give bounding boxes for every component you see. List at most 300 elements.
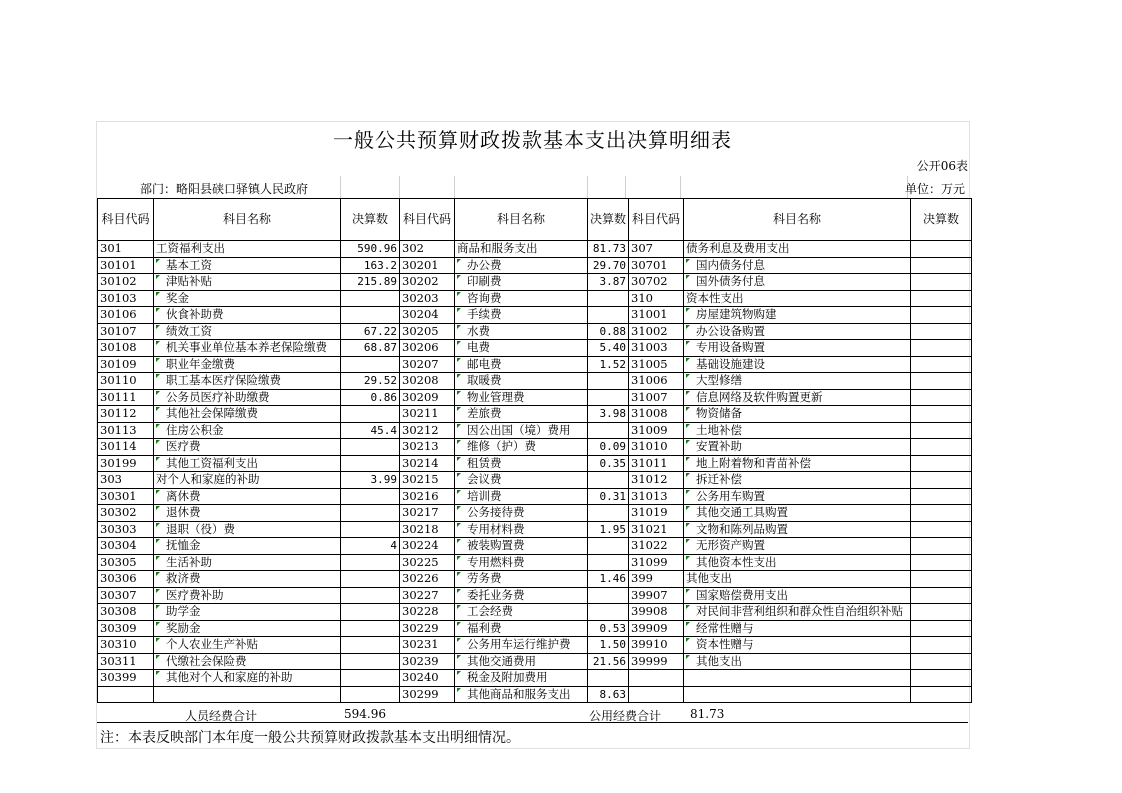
amount-cell [911, 340, 972, 357]
amount-cell [911, 521, 972, 538]
amount-cell: 81.73 [588, 241, 629, 258]
amount-cell: 1.95 [588, 521, 629, 538]
header-amount-3: 决算数 [911, 199, 972, 241]
code-cell: 31005 [629, 356, 684, 373]
name-cell: 物业管理费 [455, 389, 588, 406]
code-cell: 30109 [98, 356, 154, 373]
code-cell: 31009 [629, 422, 684, 439]
table-row [98, 637, 972, 654]
table-row [98, 455, 972, 472]
amount-cell: 4 [341, 538, 400, 555]
code-cell: 30301 [98, 488, 154, 505]
amount-cell [911, 554, 972, 571]
table-header-row [98, 199, 972, 241]
amount-cell [911, 538, 972, 555]
table-row [98, 554, 972, 571]
amount-cell [911, 323, 972, 340]
name-cell: 印刷费 [455, 274, 588, 291]
amount-cell [341, 604, 400, 621]
table-row [98, 257, 972, 274]
name-cell: 其他支出 [684, 571, 911, 588]
code-cell: 30217 [400, 505, 455, 522]
name-cell: 会议费 [455, 472, 588, 489]
name-cell: 职工基本医疗保险缴费 [154, 373, 341, 390]
amount-cell: 45.4 [341, 422, 400, 439]
amount-cell: 3.87 [588, 274, 629, 291]
name-cell: 办公设备购置 [684, 323, 911, 340]
code-cell: 31008 [629, 406, 684, 423]
department-label: 部门：略阳县硖口驿镇人民政府 [140, 182, 309, 196]
table-row [98, 488, 972, 505]
code-cell: 30107 [98, 323, 154, 340]
amount-cell [341, 587, 400, 604]
name-cell: 公务员医疗补助缴费 [154, 389, 341, 406]
code-cell: 30112 [98, 406, 154, 423]
amount-cell [911, 472, 972, 489]
amount-cell [341, 686, 400, 703]
code-cell: 30305 [98, 554, 154, 571]
code-cell: 31001 [629, 307, 684, 324]
name-cell: 邮电费 [455, 356, 588, 373]
code-cell: 31006 [629, 373, 684, 390]
amount-cell [341, 653, 400, 670]
amount-cell [588, 389, 629, 406]
code-cell: 31010 [629, 439, 684, 456]
name-cell: 对个人和家庭的补助 [154, 472, 341, 489]
name-cell: 绩效工资 [154, 323, 341, 340]
amount-cell [911, 307, 972, 324]
code-cell: 30102 [98, 274, 154, 291]
name-cell: 专用设备购置 [684, 340, 911, 357]
code-cell: 301 [98, 241, 154, 258]
name-cell: 办公费 [455, 257, 588, 274]
code-cell: 30214 [400, 455, 455, 472]
amount-cell: 29.52 [341, 373, 400, 390]
name-cell: 其他社会保障缴费 [154, 406, 341, 423]
code-cell: 30208 [400, 373, 455, 390]
amount-cell: 3.99 [341, 472, 400, 489]
code-cell: 30224 [400, 538, 455, 555]
code-cell: 31007 [629, 389, 684, 406]
name-cell: 其他交通费用 [455, 653, 588, 670]
amount-cell [588, 373, 629, 390]
expenditure-table [97, 198, 972, 703]
amount-cell [341, 439, 400, 456]
name-cell: 无形资产购置 [684, 538, 911, 555]
name-cell: 物资储备 [684, 406, 911, 423]
amount-cell [341, 521, 400, 538]
personnel-total-value: 594.96 [344, 707, 386, 721]
amount-cell: 1.52 [588, 356, 629, 373]
personnel-total-label: 人员经费合计 [185, 709, 258, 723]
code-cell: 30215 [400, 472, 455, 489]
name-cell: 税金及附加费用 [455, 670, 588, 687]
amount-cell [588, 290, 629, 307]
code-cell [629, 670, 684, 687]
code-cell: 31019 [629, 505, 684, 522]
name-cell [684, 670, 911, 687]
amount-cell [341, 637, 400, 654]
code-cell: 30309 [98, 620, 154, 637]
amount-cell [911, 686, 972, 703]
table-row [98, 422, 972, 439]
amount-cell [341, 488, 400, 505]
name-cell: 土地补偿 [684, 422, 911, 439]
header-name-1: 科目名称 [154, 199, 341, 241]
footnote: 注：本表反映部门本年度一般公共预算财政拨款基本支出明细情况。 [100, 730, 520, 746]
code-cell: 31099 [629, 554, 684, 571]
amount-cell [911, 274, 972, 291]
amount-cell [588, 472, 629, 489]
code-cell: 30228 [400, 604, 455, 621]
amount-cell [341, 571, 400, 588]
name-cell: 退休费 [154, 505, 341, 522]
table-row [98, 356, 972, 373]
code-cell: 30226 [400, 571, 455, 588]
code-cell: 30399 [98, 670, 154, 687]
amount-cell [588, 604, 629, 621]
name-cell: 租赁费 [455, 455, 588, 472]
name-cell: 劳务费 [455, 571, 588, 588]
code-cell: 31013 [629, 488, 684, 505]
amount-cell [341, 290, 400, 307]
header-amount-1: 决算数 [341, 199, 400, 241]
name-cell: 其他对个人和家庭的补助 [154, 670, 341, 687]
amount-cell: 68.87 [341, 340, 400, 357]
code-cell: 30209 [400, 389, 455, 406]
code-cell: 30204 [400, 307, 455, 324]
name-cell [684, 686, 911, 703]
code-cell: 303 [98, 472, 154, 489]
name-cell: 取暖费 [455, 373, 588, 390]
code-cell: 30302 [98, 505, 154, 522]
code-cell: 302 [400, 241, 455, 258]
amount-cell [588, 307, 629, 324]
amount-cell [588, 587, 629, 604]
table-row [98, 290, 972, 307]
name-cell: 水费 [455, 323, 588, 340]
table-row [98, 538, 972, 555]
name-cell: 工资福利支出 [154, 241, 341, 258]
table-row [98, 587, 972, 604]
name-cell: 电费 [455, 340, 588, 357]
amount-cell: 590.96 [341, 241, 400, 258]
name-cell: 信息网络及软件购置更新 [684, 389, 911, 406]
name-cell: 国外债务付息 [684, 274, 911, 291]
name-cell: 手续费 [455, 307, 588, 324]
amount-cell [341, 620, 400, 637]
code-cell: 30231 [400, 637, 455, 654]
unit-label: 单位：万元 [905, 182, 966, 196]
amount-cell: 163.2 [341, 257, 400, 274]
code-cell: 30311 [98, 653, 154, 670]
code-cell: 30299 [400, 686, 455, 703]
name-cell: 医疗费 [154, 439, 341, 456]
code-cell: 30201 [400, 257, 455, 274]
code-cell: 39907 [629, 587, 684, 604]
amount-cell [911, 389, 972, 406]
header-code-3: 科目代码 [629, 199, 684, 241]
table-row [98, 241, 972, 258]
name-cell: 机关事业单位基本养老保险缴费 [154, 340, 341, 357]
code-cell: 30110 [98, 373, 154, 390]
code-cell [98, 686, 154, 703]
name-cell: 津贴补贴 [154, 274, 341, 291]
table-row [98, 274, 972, 291]
table-row [98, 307, 972, 324]
code-cell: 30206 [400, 340, 455, 357]
amount-cell [911, 670, 972, 687]
amount-cell: 8.63 [588, 686, 629, 703]
code-cell: 30304 [98, 538, 154, 555]
amount-cell [341, 406, 400, 423]
amount-cell [911, 587, 972, 604]
amount-cell [588, 422, 629, 439]
amount-cell [911, 373, 972, 390]
amount-cell: 215.89 [341, 274, 400, 291]
name-cell: 咨询费 [455, 290, 588, 307]
amount-cell [911, 637, 972, 654]
code-cell: 30207 [400, 356, 455, 373]
amount-cell [341, 554, 400, 571]
name-cell: 债务利息及费用支出 [684, 241, 911, 258]
table-row [98, 340, 972, 357]
code-cell: 30225 [400, 554, 455, 571]
name-cell: 商品和服务支出 [455, 241, 588, 258]
name-cell: 国家赔偿费用支出 [684, 587, 911, 604]
amount-cell [911, 241, 972, 258]
name-cell: 因公出国（境）费用 [455, 422, 588, 439]
name-cell: 公务接待费 [455, 505, 588, 522]
amount-cell [911, 653, 972, 670]
amount-cell [911, 571, 972, 588]
name-cell: 资本性赠与 [684, 637, 911, 654]
table-row [98, 653, 972, 670]
name-cell: 被装购置费 [455, 538, 588, 555]
amount-cell [341, 356, 400, 373]
table-row [98, 521, 972, 538]
name-cell: 奖励金 [154, 620, 341, 637]
code-cell: 30103 [98, 290, 154, 307]
header-amount-2: 决算数 [588, 199, 629, 241]
amount-cell [911, 257, 972, 274]
code-cell: 30308 [98, 604, 154, 621]
amount-cell [588, 554, 629, 571]
amount-cell [911, 406, 972, 423]
amount-cell: 1.50 [588, 637, 629, 654]
table-row [98, 472, 972, 489]
code-cell: 30205 [400, 323, 455, 340]
name-cell: 其他资本性支出 [684, 554, 911, 571]
name-cell: 生活补助 [154, 554, 341, 571]
name-cell: 对民间非营利组织和群众性自治组织补贴 [684, 604, 911, 621]
name-cell: 伙食补助费 [154, 307, 341, 324]
name-cell: 其他支出 [684, 653, 911, 670]
totals-row [97, 706, 968, 723]
code-cell: 39909 [629, 620, 684, 637]
name-cell: 医疗费补助 [154, 587, 341, 604]
name-cell: 培训费 [455, 488, 588, 505]
name-cell: 退职（役）费 [154, 521, 341, 538]
amount-cell [588, 538, 629, 555]
header-code-1: 科目代码 [98, 199, 154, 241]
code-cell [629, 686, 684, 703]
name-cell: 其他商品和服务支出 [455, 686, 588, 703]
form-number: 公开06表 [916, 159, 968, 173]
table-row [98, 439, 972, 456]
amount-cell [341, 455, 400, 472]
amount-cell: 67.22 [341, 323, 400, 340]
name-cell: 离休费 [154, 488, 341, 505]
code-cell: 30212 [400, 422, 455, 439]
name-cell: 个人农业生产补贴 [154, 637, 341, 654]
name-cell: 拆迁补偿 [684, 472, 911, 489]
code-cell: 30239 [400, 653, 455, 670]
code-cell: 30202 [400, 274, 455, 291]
code-cell: 31022 [629, 538, 684, 555]
amount-cell: 0.35 [588, 455, 629, 472]
amount-cell [911, 356, 972, 373]
amount-cell [341, 505, 400, 522]
name-cell: 其他交通工具购置 [684, 505, 911, 522]
name-cell: 专用材料费 [455, 521, 588, 538]
name-cell: 委托业务费 [455, 587, 588, 604]
name-cell: 福利费 [455, 620, 588, 637]
header-name-2: 科目名称 [455, 199, 588, 241]
table-row [98, 406, 972, 423]
code-cell: 30106 [98, 307, 154, 324]
name-cell: 国内债务付息 [684, 257, 911, 274]
code-cell: 307 [629, 241, 684, 258]
amount-cell: 5.40 [588, 340, 629, 357]
amount-cell: 0.88 [588, 323, 629, 340]
name-cell [154, 686, 341, 703]
amount-cell [588, 505, 629, 522]
code-cell: 31021 [629, 521, 684, 538]
table-row [98, 620, 972, 637]
name-cell: 救济费 [154, 571, 341, 588]
code-cell: 30303 [98, 521, 154, 538]
code-cell: 30218 [400, 521, 455, 538]
code-cell: 30240 [400, 670, 455, 687]
page-title: 一般公共预算财政拨款基本支出决算明细表 [333, 128, 732, 152]
name-cell: 其他工资福利支出 [154, 455, 341, 472]
code-cell: 30216 [400, 488, 455, 505]
table-row [98, 604, 972, 621]
name-cell: 专用燃料费 [455, 554, 588, 571]
code-cell: 399 [629, 571, 684, 588]
code-cell: 30213 [400, 439, 455, 456]
name-cell: 经常性赠与 [684, 620, 911, 637]
name-cell: 基础设施建设 [684, 356, 911, 373]
amount-cell [911, 505, 972, 522]
code-cell: 30227 [400, 587, 455, 604]
name-cell: 公务用车运行维护费 [455, 637, 588, 654]
name-cell: 工会经费 [455, 604, 588, 621]
code-cell: 30702 [629, 274, 684, 291]
amount-cell [911, 290, 972, 307]
code-cell: 30701 [629, 257, 684, 274]
name-cell: 资本性支出 [684, 290, 911, 307]
amount-cell [911, 439, 972, 456]
amount-cell [911, 422, 972, 439]
code-cell: 30111 [98, 389, 154, 406]
amount-cell: 0.31 [588, 488, 629, 505]
code-cell: 30306 [98, 571, 154, 588]
amount-cell [911, 455, 972, 472]
public-total-label: 公用经费合计 [589, 709, 662, 723]
name-cell: 公务用车购置 [684, 488, 911, 505]
code-cell: 30307 [98, 587, 154, 604]
name-cell: 基本工资 [154, 257, 341, 274]
amount-cell [341, 670, 400, 687]
table-row [98, 373, 972, 390]
code-cell: 31002 [629, 323, 684, 340]
name-cell: 住房公积金 [154, 422, 341, 439]
code-cell: 31003 [629, 340, 684, 357]
code-cell: 30101 [98, 257, 154, 274]
amount-cell [341, 307, 400, 324]
code-cell: 39999 [629, 653, 684, 670]
amount-cell: 21.56 [588, 653, 629, 670]
table-row [98, 686, 972, 703]
header-code-2: 科目代码 [400, 199, 455, 241]
table-row [98, 571, 972, 588]
name-cell: 代缴社会保险费 [154, 653, 341, 670]
amount-cell: 0.09 [588, 439, 629, 456]
code-cell: 30113 [98, 422, 154, 439]
table-row [98, 505, 972, 522]
amount-cell [911, 620, 972, 637]
code-cell: 39910 [629, 637, 684, 654]
code-cell: 30114 [98, 439, 154, 456]
amount-cell: 0.86 [341, 389, 400, 406]
code-cell: 30229 [400, 620, 455, 637]
table-row [98, 389, 972, 406]
name-cell: 大型修缮 [684, 373, 911, 390]
name-cell: 安置补助 [684, 439, 911, 456]
amount-cell: 0.53 [588, 620, 629, 637]
code-cell: 30310 [98, 637, 154, 654]
code-cell: 39908 [629, 604, 684, 621]
table-row [98, 323, 972, 340]
amount-cell [911, 488, 972, 505]
name-cell: 奖金 [154, 290, 341, 307]
code-cell: 30108 [98, 340, 154, 357]
name-cell: 房屋建筑物购建 [684, 307, 911, 324]
code-cell: 31011 [629, 455, 684, 472]
amount-cell: 3.98 [588, 406, 629, 423]
amount-cell: 1.46 [588, 571, 629, 588]
amount-cell: 29.70 [588, 257, 629, 274]
name-cell: 差旅费 [455, 406, 588, 423]
name-cell: 抚恤金 [154, 538, 341, 555]
code-cell: 310 [629, 290, 684, 307]
amount-cell [911, 604, 972, 621]
table-row [98, 670, 972, 687]
code-cell: 30199 [98, 455, 154, 472]
header-name-3: 科目名称 [684, 199, 911, 241]
name-cell: 文物和陈列品购置 [684, 521, 911, 538]
name-cell: 职业年金缴费 [154, 356, 341, 373]
code-cell: 31012 [629, 472, 684, 489]
name-cell: 地上附着物和青苗补偿 [684, 455, 911, 472]
code-cell: 30203 [400, 290, 455, 307]
name-cell: 维修（护）费 [455, 439, 588, 456]
public-total-value: 81.73 [690, 707, 725, 721]
code-cell: 30211 [400, 406, 455, 423]
amount-cell [588, 670, 629, 687]
